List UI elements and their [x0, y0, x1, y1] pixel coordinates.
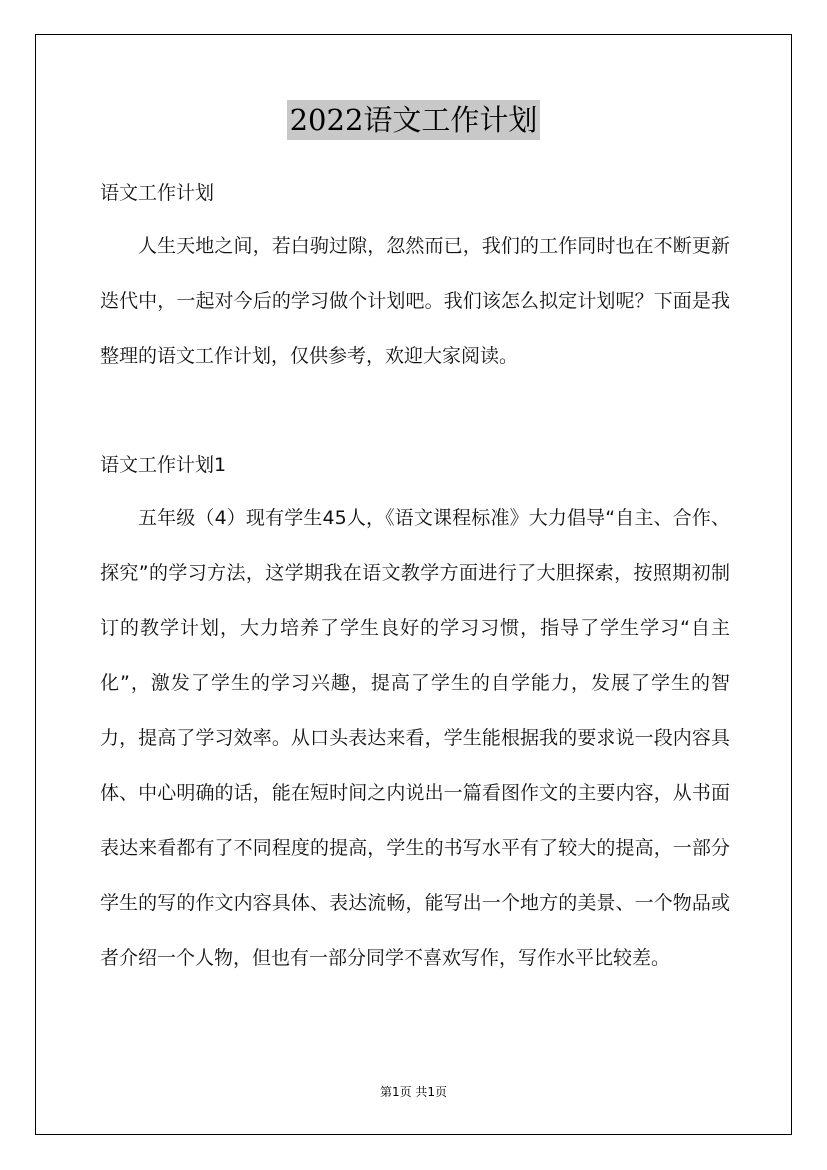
section-heading: 语文工作计划 [100, 182, 215, 204]
section-heading-1: 语文工作计划1 [100, 454, 227, 476]
page-footer: 第1页 共1页 [379, 1085, 448, 1099]
document-title: 2022语文工作计划 [287, 100, 541, 140]
title-container [0, 100, 827, 140]
body-paragraph: 五年级（4）现有学生45人，《语文课程标准》大力倡导“自主、合作、探究”的学习方法，这学期我在语文教学方面进行了大胆探索，按照期初制订的教学计划，大力培养了学生良好的学习习惯，指导了学生学习“自主化”，激发了学生的学习兴趣，提高了学生的自学能力，发展了学生的智力，提高了学习效率。从口头表达来看，学生能根据我的要求说一段内容具体、中心明确的话，能在短时间之内说出一篇看图作文的主要内容，从书面表达来看都有了不同程度的提高，学生的书写水平有了较大的提高，一部分学生的写的作文内容具体、表达流畅，能写出一个地方的美景、一个物品或者介绍一个人物，但也有一部分同学不喜欢写作，写作水平比较差。 [100, 507, 730, 969]
intro-paragraph: 人生天地之间，若白驹过隙，忽然而已，我们的工作同时也在不断更新迭代中，一起对今后的学习做个计划吧。我们该怎么拟定计划呢？下面是我整理的语文工作计划，仅供参考，欢迎大家阅读。 [100, 235, 730, 367]
